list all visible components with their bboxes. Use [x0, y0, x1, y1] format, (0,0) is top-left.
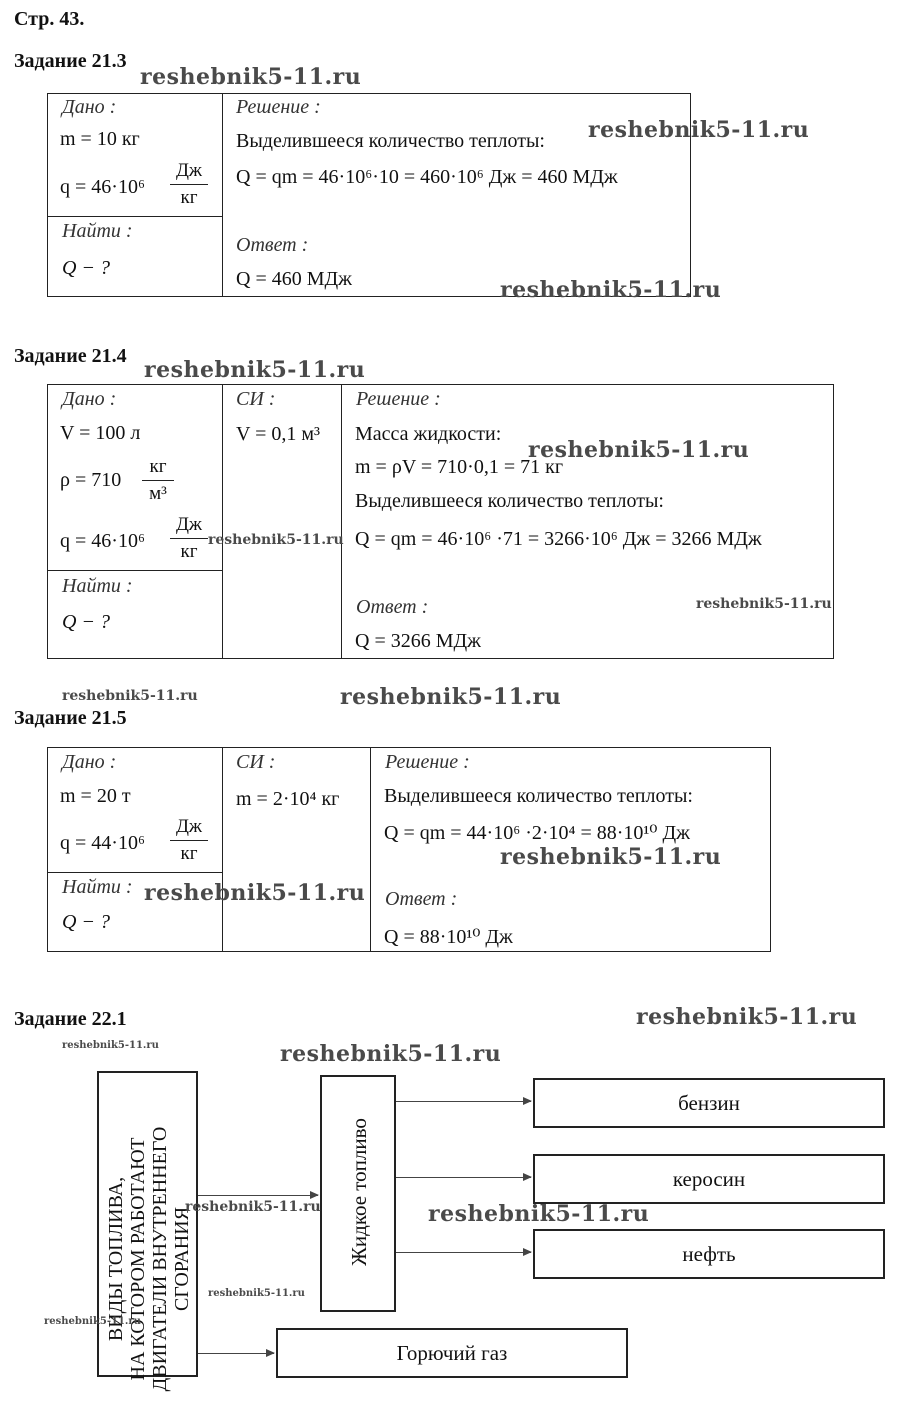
arrow-to-kerosene [396, 1177, 531, 1178]
watermark: reshebnik5-11.ru [208, 1288, 305, 1299]
watermark: reshebnik5-11.ru [636, 1004, 858, 1030]
find-label: Найти : [62, 220, 133, 242]
arrow-to-oil [396, 1252, 531, 1253]
given-heat-value: q = 46·10⁶ [60, 176, 145, 198]
arrow-to-liquid-fuel [198, 1195, 318, 1196]
gasoline-label: бензин [678, 1090, 740, 1115]
kerosene-box [533, 1154, 885, 1204]
gasoline-box [533, 1078, 885, 1128]
solution-text: Выделившееся количество теплоты: [384, 785, 693, 807]
watermark: reshebnik5-11.ru [185, 1199, 321, 1215]
watermark: reshebnik5-11.ru [696, 596, 832, 612]
find-label: Найти : [62, 876, 133, 898]
watermark: reshebnik5-11.ru [280, 1041, 502, 1067]
fraction-numerator: кг [149, 456, 167, 477]
si-volume: V = 0,1 м³ [236, 423, 321, 445]
watermark: reshebnik5-11.ru [500, 844, 722, 870]
given-label: Дано : [62, 388, 117, 410]
solution-label: Решение : [236, 96, 321, 118]
answer-label: Ответ : [236, 234, 309, 256]
watermark: reshebnik5-11.ru [62, 1040, 159, 1051]
fraction-numerator: Дж [175, 160, 203, 181]
watermark: reshebnik5-11.ru [340, 684, 562, 710]
unit-fraction [170, 514, 208, 563]
arrow-to-gas [198, 1353, 274, 1354]
given-mass: m = 20 т [60, 785, 131, 807]
watermark: reshebnik5-11.ru [588, 117, 810, 143]
given-heat-value: q = 44·10⁶ [60, 832, 145, 854]
watermark: reshebnik5-11.ru [428, 1201, 650, 1227]
find-target: Q − ? [62, 911, 110, 933]
task-22-1-title: Задание 22.1 [14, 1008, 127, 1030]
oil-box [533, 1229, 885, 1279]
answer-value: Q = 3266 МДж [355, 630, 481, 652]
answer-label: Ответ : [356, 596, 429, 618]
solution-label: Решение : [385, 751, 470, 773]
find-label: Найти : [62, 575, 133, 597]
solution-formula: Q = qm = 46·10⁶·10 = 460·10⁶ Дж = 460 МДж [236, 166, 618, 188]
watermark: reshebnik5-11.ru [44, 1316, 141, 1327]
fuel-types-box [97, 1071, 198, 1392]
solution-formula: Q = qm = 44·10⁶ ·2·10⁴ = 88·10¹⁰ Дж [384, 822, 690, 844]
given-heat-value: q = 46·10⁶ [60, 530, 145, 552]
unit-fraction [142, 456, 174, 505]
watermark: reshebnik5-11.ru [62, 688, 198, 704]
given-mass: m = 10 кг [60, 128, 140, 150]
page-title: Стр. 43. [14, 8, 85, 30]
solution-formula: Q = qm = 46·10⁶ ·71 = 3266·10⁶ Дж = 3266 МДж [355, 528, 762, 550]
watermark: reshebnik5-11.ru [140, 64, 362, 90]
combustible-gas-box [276, 1328, 628, 1378]
answer-value: Q = 460 МДж [236, 268, 352, 290]
si-label: СИ : [236, 388, 276, 410]
unit-fraction [170, 160, 208, 209]
given-label: Дано : [62, 751, 117, 773]
given-volume: V = 100 л [60, 422, 141, 444]
find-target: Q − ? [62, 611, 110, 633]
solution-text: Выделившееся количество теплоты: [236, 130, 545, 152]
given-density: ρ = 710 [60, 469, 122, 491]
given-label: Дано : [62, 96, 117, 118]
liquid-fuel-box [320, 1075, 396, 1312]
answer-value: Q = 88·10¹⁰ Дж [384, 926, 513, 948]
si-mass: m = 2·10⁴ кг [236, 788, 340, 810]
task-21-4-title: Задание 21.4 [14, 345, 127, 367]
fraction-numerator: Дж [175, 514, 203, 535]
solution-label: Решение : [356, 388, 441, 410]
solution-text: Выделившееся количество теплоты: [355, 490, 664, 512]
watermark: reshebnik5-11.ru [500, 277, 722, 303]
fraction-denominator: кг [180, 843, 198, 864]
fraction-denominator: м³ [149, 483, 167, 504]
fraction-numerator: Дж [175, 816, 203, 837]
watermark: reshebnik5-11.ru [528, 437, 750, 463]
combustible-gas-label: Горючий газ [396, 1340, 508, 1365]
kerosene-label: керосин [672, 1166, 746, 1191]
fraction-denominator: кг [180, 541, 198, 562]
fuel-types-text: ВИДЫ ТОПЛИВА, НА КОТОРОМ РАБОТАЮТ ДВИГАТЕЛИ ВНУТРЕННЕГО СГОРАНИЯ [105, 1126, 193, 1392]
watermark: reshebnik5-11.ru [144, 880, 366, 906]
solution-mass-label: Масса жидкости: [355, 423, 502, 445]
task-21-5-title: Задание 21.5 [14, 707, 127, 729]
fraction-denominator: кг [180, 187, 198, 208]
si-label: СИ : [236, 751, 276, 773]
find-target: Q − ? [62, 257, 110, 279]
unit-fraction [170, 816, 208, 865]
answer-label: Ответ : [385, 888, 458, 910]
watermark: reshebnik5-11.ru [144, 357, 366, 383]
liquid-fuel-label: Жидкое топливо [347, 1118, 371, 1266]
oil-label: нефть [682, 1241, 736, 1266]
arrow-to-gasoline [396, 1101, 531, 1102]
task-21-3-title: Задание 21.3 [14, 50, 127, 72]
watermark: reshebnik5-11.ru [208, 532, 344, 548]
solution-mass: m = ρV = 710·0,1 = 71 кг [355, 456, 564, 478]
